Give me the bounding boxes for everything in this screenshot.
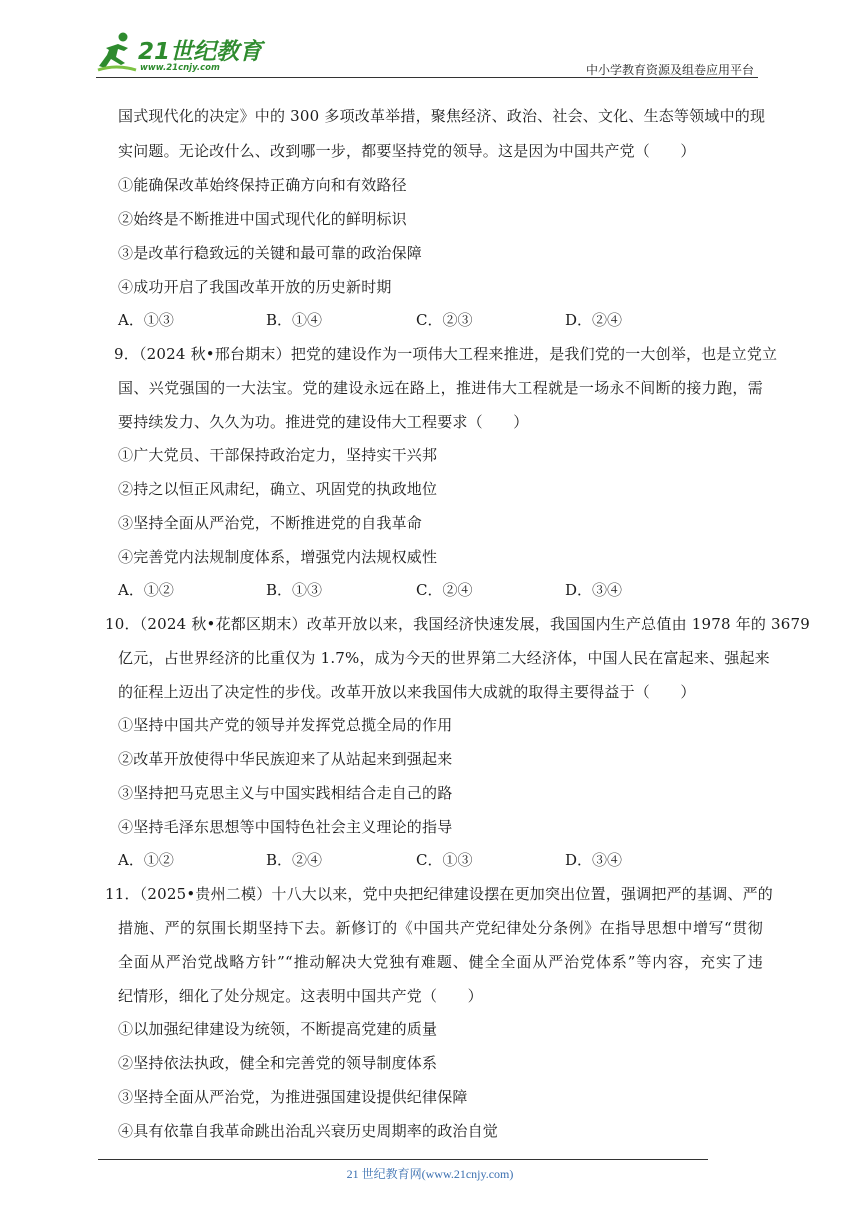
statement-item: ①能确保改革始终保持正确方向和有效路径	[118, 176, 407, 194]
statement-item: ①坚持中国共产党的领导并发挥党总揽全局的作用	[118, 716, 453, 734]
option-d[interactable]: D．③④	[565, 851, 623, 869]
statement-item: ④完善党内法规制度体系，增强党内法规权威性	[118, 548, 438, 566]
header-divider	[96, 77, 758, 78]
statement-item: ②始终是不断推进中国式现代化的鲜明标识	[118, 210, 407, 228]
question-text-line: 要持续发力、久久为功。推进党的建设伟大工程要求（ ）	[118, 413, 529, 431]
statement-item: ②改革开放使得中华民族迎来了从站起来到强起来	[118, 750, 453, 768]
option-a[interactable]: A．①②	[118, 581, 174, 599]
option-a[interactable]: A．①③	[118, 311, 174, 329]
question-text-line: 9．（2024 秋•邢台期末）把党的建设作为一项伟大工程来推进，是我们党的一大创举，也是立党立	[114, 345, 778, 363]
page-header	[0, 0, 860, 80]
question-text-line: 纪情形，细化了处分规定。这表明中国共产党（ ）	[118, 987, 483, 1005]
question-text-line: 10．（2024 秋•花都区期末）改革开放以来，我国经济快速发展，我国国内生产总值由 1978 年的 3679	[105, 615, 811, 633]
question-text-line: 实问题。无论改什么、改到哪一步，都要坚持党的领导。这是因为中国共产党（ ）	[118, 142, 696, 160]
option-d[interactable]: D．②④	[565, 311, 623, 329]
logo-brand-text: 21世纪教育	[138, 39, 263, 65]
option-c[interactable]: C．②③	[416, 311, 473, 329]
logo-url-text: www.21cnjy.com	[140, 63, 220, 73]
site-logo[interactable]	[96, 30, 266, 80]
question-text-line: 亿元，占世界经济的比重仅为 1.7%，成为今天的世界第二大经济体，中国人民在富起来、强起来	[118, 649, 770, 667]
question-text-line: 国式现代化的决定》中的 300 多项改革举措，聚焦经济、政治、社会、文化、生态等领域中的现	[118, 107, 766, 125]
statement-item: ②持之以恒正风肃纪，确立、巩固党的执政地位	[118, 480, 438, 498]
question-text-line: 11．（2025•贵州二模）十八大以来，党中央把纪律建设摆在更加突出位置，强调把严的基调、严的	[105, 885, 774, 903]
footer-link[interactable]: 21 世纪教育网(www.21cnjy.com)	[346, 1167, 514, 1181]
option-a[interactable]: A．①②	[118, 851, 174, 869]
option-d[interactable]: D．③④	[565, 581, 623, 599]
statement-item: ③坚持把马克思主义与中国实践相结合走自己的路	[118, 784, 453, 802]
statement-item: ④具有依靠自我革命跳出治乱兴衰历史周期率的政治自觉	[118, 1122, 499, 1140]
statement-item: ③是改革行稳致远的关键和最可靠的政治保障	[118, 244, 423, 262]
question-text-line: 全面从严治党战略方针”“推动解决大党独有难题、健全全面从严治党体系”等内容，充实了违	[118, 953, 763, 971]
runner-logo-icon	[96, 30, 140, 74]
question-text-line: 的征程上迈出了决定性的步伐。改革开放以来我国伟大成就的取得主要得益于（ ）	[118, 683, 696, 701]
statement-item: ①以加强纪律建设为统领，不断提高党建的质量	[118, 1020, 438, 1038]
statement-item: ④成功开启了我国改革开放的历史新时期	[118, 278, 392, 296]
platform-title: 中小学教育资源及组卷应用平台	[585, 63, 754, 77]
option-b[interactable]: B．①④	[266, 311, 323, 329]
statement-item: ②坚持依法执政，健全和完善党的领导制度体系	[118, 1054, 438, 1072]
footer-divider	[98, 1159, 708, 1160]
question-text-line: 措施、严的氛围长期坚持下去。新修订的《中国共产党纪律处分条例》在指导思想中增写“贯彻	[118, 919, 763, 937]
statement-item: ③坚持全面从严治党，不断推进党的自我革命	[118, 514, 423, 532]
statement-item: ③坚持全面从严治党，为推进强国建设提供纪律保障	[118, 1088, 468, 1106]
option-b[interactable]: B．①③	[266, 581, 323, 599]
option-c[interactable]: C．②④	[416, 581, 473, 599]
option-b[interactable]: B．②④	[266, 851, 323, 869]
option-c[interactable]: C．①③	[416, 851, 473, 869]
statement-item: ①广大党员、干部保持政治定力，坚持实干兴邦	[118, 446, 438, 464]
statement-item: ④坚持毛泽东思想等中国特色社会主义理论的指导	[118, 818, 453, 836]
question-text-line: 国、兴党强国的一大法宝。党的建设永远在路上，推进伟大工程就是一场永不间断的接力跑，需	[118, 379, 763, 397]
